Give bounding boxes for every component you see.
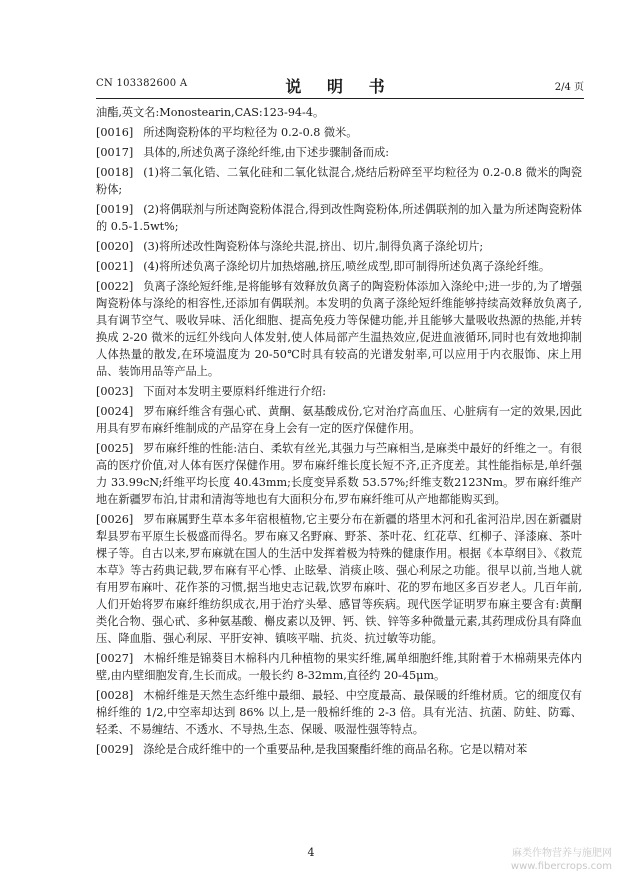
paragraph bbox=[96, 383, 582, 400]
paragraph-number: [0023] bbox=[96, 385, 134, 398]
paragraph bbox=[96, 278, 582, 380]
paragraph bbox=[96, 741, 582, 758]
paragraph-number: [0024] bbox=[96, 405, 134, 418]
paragraph bbox=[96, 104, 582, 121]
paragraph-number: [0027] bbox=[96, 652, 134, 665]
paragraph-text: (4)将所述负离子涤纶切片加热熔融,挤压,喷丝成型,即可制得所述负离子涤纶纤维。 bbox=[143, 260, 551, 273]
page-indicator: 2/4 页 bbox=[554, 82, 584, 93]
paragraph-text: 罗布麻纤维的性能:洁白、柔软有丝光,其强力与苎麻相当,是麻类中最好的纤维之一。有很高的医疗价值,对人体有医疗保健作用。罗布麻纤维长度长短不齐,正齐度差。其性能指标是,单纤强力 33.99cN;纤维平均长度 40.43mm;长度变异系数 53.57%;纤维支数2123Nm。罗布麻纤维产地在新疆罗布泊,甘肃和清海等地也有大面积分布,罗布麻纤维可从产地都能购买到。 bbox=[96, 442, 582, 506]
document-body bbox=[96, 104, 582, 761]
page-number: 4 bbox=[307, 846, 315, 859]
paragraph-text: (2)将偶联剂与所述陶瓷粉体混合,得到改性陶瓷粉体,所述偶联剂的加入量为所述陶瓷粉体的 0.5-1.5wt%; bbox=[96, 203, 582, 233]
paragraph-number: [0020] bbox=[96, 240, 134, 253]
paragraph-number: [0021] bbox=[96, 260, 134, 273]
paragraph-number: [0026] bbox=[96, 513, 134, 526]
paragraph-number: [0028] bbox=[96, 689, 134, 702]
page-header bbox=[96, 74, 584, 96]
paragraph-text: 木棉纤维是锦葵目木棉科内几种植物的果实纤维,属单细胞纤维,其附着于木棉蒴果壳体内壁,由内壁细胞发育,生长而成。一般长约 8-32mm,直径约 20-45μm。 bbox=[96, 652, 582, 682]
paragraph bbox=[96, 650, 582, 684]
paragraph-text: 油酯,英文名:Monostearin,CAS:123-94-4。 bbox=[96, 106, 325, 119]
paragraph-text: 下面对本发明主要原料纤维进行介绍: bbox=[143, 385, 326, 398]
paragraph bbox=[96, 124, 582, 141]
paragraph-text: 木棉纤维是天然生态纤维中最细、最轻、中空度最高、最保暖的纤维材质。它的细度仅有棉纤维的 1/2,中空率却达到 86% 以上,是一般棉纤维的 2-3 倍。具有光洁、抗菌、防蛀、防霉、轻柔、不易缠结、不透水、不导热,生态、保暖、吸湿性强等特点。 bbox=[96, 689, 582, 736]
paragraph-text: 涤纶是合成纤维中的一个重要品种,是我国聚酯纤维的商品名称。它是以精对苯 bbox=[143, 743, 528, 756]
watermark-url: www.fibercrops.com bbox=[510, 861, 612, 872]
paragraph-number: [0018] bbox=[96, 166, 134, 179]
paragraph-number: [0022] bbox=[96, 280, 134, 293]
paragraph bbox=[96, 403, 582, 437]
paragraph-number: [0019] bbox=[96, 203, 134, 216]
paragraph-text: 负离子涤纶短纤维,是将能够有效释放负离子的陶瓷粉体添加入涤纶中;进一步的,为了增强陶瓷粉体与涤纶的相容性,还添加有偶联剂。本发明的负离子涤纶短纤维能够持续高效释放负离子,具有调节空气、吸收异味、活化细胞、提高免疫力等保健功能,并且能够大量吸收热源的热能,并转换成 2-20 微米的远红外线向人体发射,使人体局部产生温热效应,促进血液循环,同时也有效地抑制人体热量的散发,在环境温度为 20-50℃时具有较高的光谱发射率,可以应用于内衣服饰、床上用品、装饰用品等产品上。 bbox=[96, 280, 582, 378]
paragraph-text: 罗布麻属野生草本多年宿根植物,它主要分布在新疆的塔里木河和孔雀河沿岸,因在新疆尉犁县罗布平原生长极盛而得名。罗布麻又名野麻、野茶、茶叶花、红花草、红柳子、泽漆麻、茶叶棵子等。自古以来,罗布麻就在国人的生活中发挥着极为特殊的健康作用。根据《本草纲目》、《救荒本草》等古药典记载,罗布麻有平心悸、止眩晕、消痰止咳、强心利尿之功能。很早以前,当地人就有用罗布麻叶、花作茶的习惯,据当地史志记载,饮罗布麻叶、花的罗布地区多百岁老人。几百年前,人们开始将罗布麻纤维纺织成衣,用于治疗头晕、感冒等疾病。现代医学证明罗布麻主要含有:黄酮类化合物、强心甙、多种氨基酸、槲皮素以及钾、钙、铁、锌等多种微量元素,其药理成份具有降血压、降血脂、强心利尿、平肝安神、镇咳平喘、抗炎、抗过敏等功能。 bbox=[96, 513, 582, 645]
paragraph-number: [0016] bbox=[96, 126, 134, 139]
document-title: 说 明 书 bbox=[285, 77, 395, 96]
paragraph-number: [0025] bbox=[96, 442, 134, 455]
paragraph bbox=[96, 164, 582, 198]
patent-number: CN 103382600 A bbox=[96, 78, 188, 89]
watermark bbox=[511, 847, 612, 873]
paragraph bbox=[96, 238, 582, 255]
paragraph bbox=[96, 201, 582, 235]
watermark-text: 麻类作物营养与施肥网 bbox=[512, 848, 612, 859]
paragraph bbox=[96, 687, 582, 738]
paragraph-number: [0017] bbox=[96, 146, 134, 159]
paragraph-text: 罗布麻纤维含有强心甙、黄酮、氨基酸成份,它对治疗高血压、心脏病有一定的效果,因此用具有罗布麻纤维制成的产品穿在身上会有一定的医疗保健作用。 bbox=[96, 405, 582, 435]
paragraph-text: (1)将二氧化锆、二氧化硅和二氧化钛混合,烧结后粉碎至平均粒径为 0.2-0.8 微米的陶瓷粉体; bbox=[96, 166, 582, 196]
paragraph bbox=[96, 511, 582, 647]
paragraph bbox=[96, 258, 582, 275]
paragraph-text: (3)将所述改性陶瓷粉体与涤纶共混,挤出、切片,制得负离子涤纶切片; bbox=[143, 240, 484, 253]
paragraph bbox=[96, 440, 582, 508]
paragraph bbox=[96, 144, 582, 161]
paragraph-text: 具体的,所述负离子涤纶纤维,由下述步骤制备而成: bbox=[143, 146, 390, 159]
header-rule bbox=[96, 98, 584, 99]
paragraph-number: [0029] bbox=[96, 743, 134, 756]
paragraph-text: 所述陶瓷粉体的平均粒径为 0.2-0.8 微米。 bbox=[143, 126, 358, 139]
